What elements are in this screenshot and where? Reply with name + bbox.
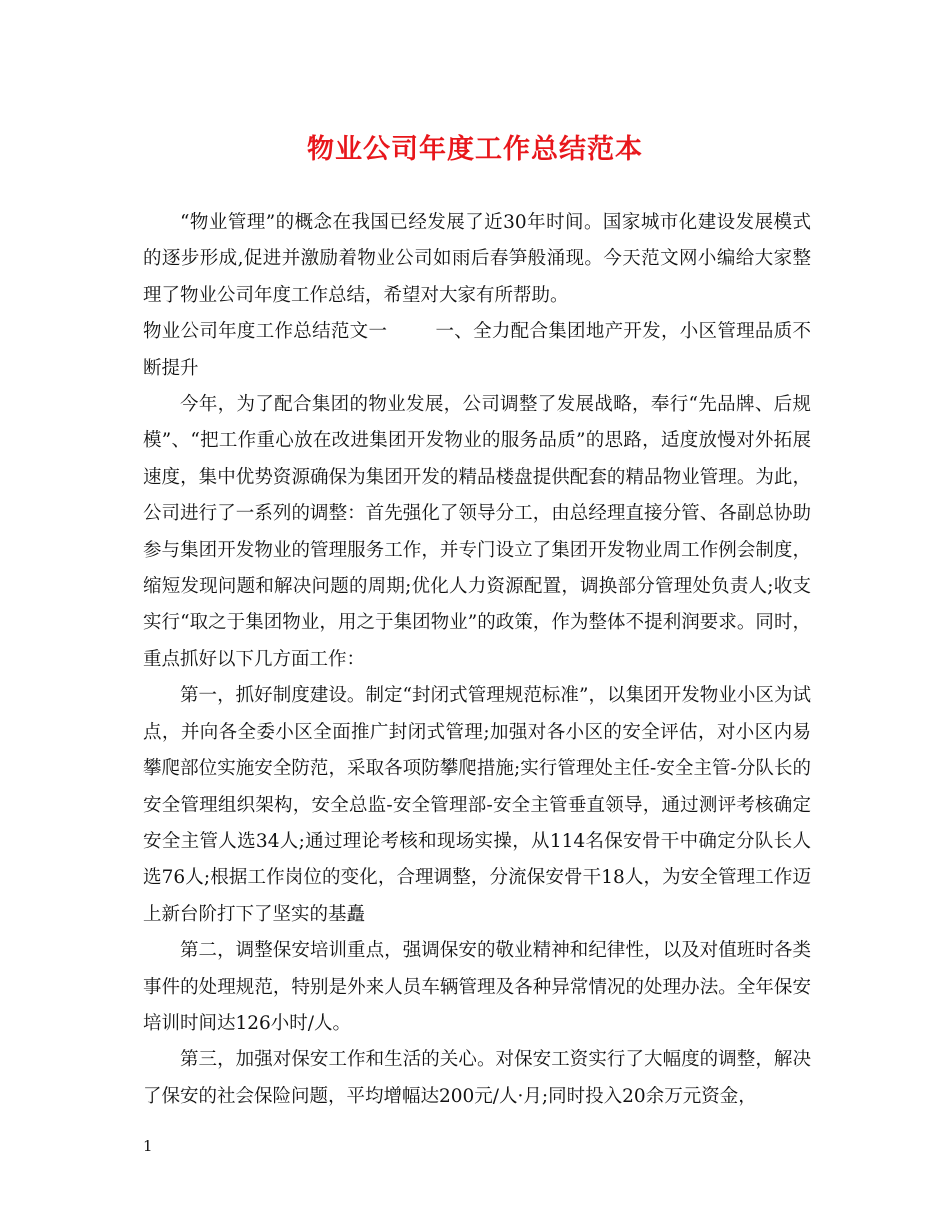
section-heading-left: 物业公司年度工作总结范文一 [143,321,388,343]
section-heading-right: 一、全力配合集团地产开发，小区管理品质不断提升 [143,321,811,379]
page-number: 1 [143,1137,153,1155]
document-body [143,205,811,1115]
third-point-paragraph: 第三，加强对保安工作和生活的关心。对保安工资实行了大幅度的调整，解决了保安的社会保险问题，平均增幅达200元/人·月;同时投入20余万元资金， [143,1049,811,1107]
document-title: 物业公司年度工作总结范本 [307,134,643,165]
intro-paragraph: “物业管理”的概念在我国已经发展了近30年时间。国家城市化建设发展模式的逐步形成,促进并激励着物业公司如雨后春笋般涌现。今天范文网小编给大家整理了物业公司年度工作总结，希望对大家有所帮助。 [143,212,811,306]
strategy-paragraph: 今年，为了配合集团的物业发展，公司调整了发展战略，奉行“先品牌、后规模”、“把工作重心放在改进集团开发物业的服务品质”的思路，适度放慢对外拓展速度，集中优势资源确保为集团开发的精品楼盘提供配套的精品物业管理。为此，公司进行了一系列的调整：首先强化了领导分工，由总经理直接分管、各副总协助参与集团开发物业的管理服务工作，并专门设立了集团开发物业周工作例会制度，缩短发现问题和解决问题的周期;优化人力资源配置，调换部分管理处负责人;收支实行“取之于集团物业，用之于集团物业”的政策，作为整体不提利润要求。同时，重点抓好以下几方面工作： [143,394,811,670]
second-point-paragraph: 第二，调整保安培训重点，强调保安的敬业精神和纪律性，以及对值班时各类事件的处理规范，特别是外来人员车辆管理及各种异常情况的处理办法。全年保安培训时间达126小时/人。 [143,940,811,1034]
first-point-paragraph: 第一，抓好制度建设。制定“封闭式管理规范标准”，以集团开发物业小区为试点，并向各全委小区全面推广封闭式管理;加强对各小区的安全评估，对小区内易攀爬部位实施安全防范，采取各项防攀爬措施;实行管理处主任-安全主管-分队长的安全管理组织架构，安全总监-安全管理部-安全主管垂直领导，通过测评考核确定安全主管人选34人;通过理论考核和现场实操，从114名保安骨干中确定分队长人选76人;根据工作岗位的变化，合理调整，分流保安骨干18人，为安全管理工作迈上新台阶打下了坚实的基矗 [143,685,811,925]
section-heading [143,314,811,387]
